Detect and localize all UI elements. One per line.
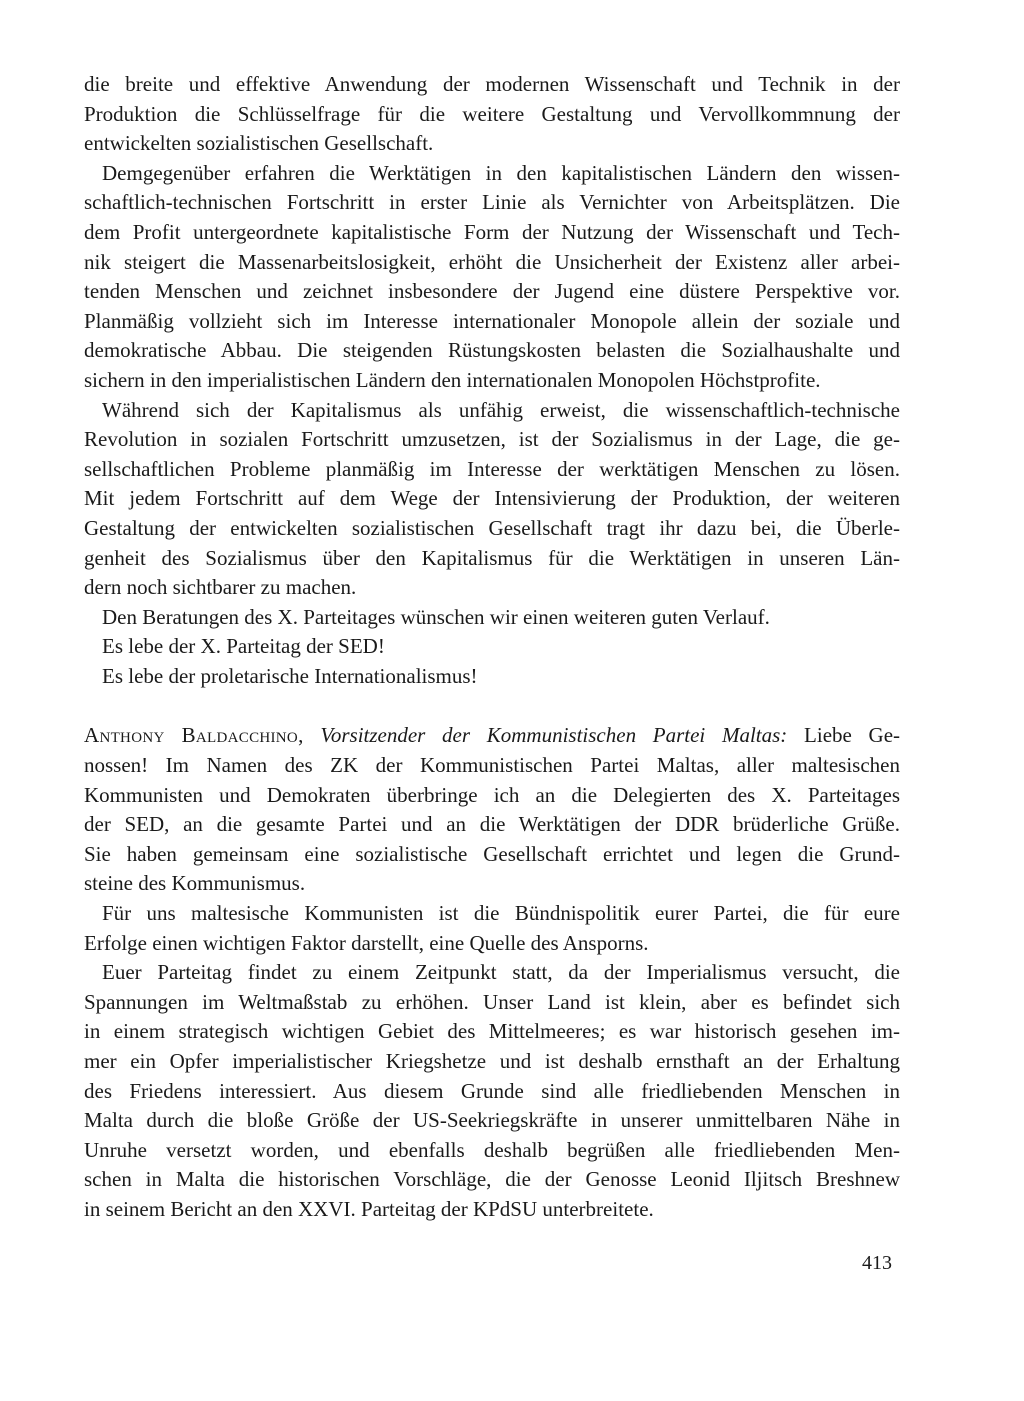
text-line: der SED, an die gesamte Partei und an die Werktätigen der DDR brüderliche Grüße. bbox=[84, 812, 900, 837]
speaker-first-line-rest: Liebe Ge- bbox=[804, 723, 901, 748]
text-line: dem Profit untergeordnete kapitalistische Form der Nutzung der Wissenschaft und Tech- bbox=[84, 219, 900, 244]
text-line: Revolution in sozialen Fortschritt umzusetzen, ist der Sozialismus in der Lage, die ge- bbox=[84, 427, 900, 452]
text-line: Kommunisten und Demokraten überbringe ich an die Delegierten des X. Parteitages bbox=[84, 782, 900, 807]
paragraph bbox=[84, 958, 900, 1224]
text-line: dern noch sichtbarer zu machen. bbox=[84, 575, 357, 600]
text-line: Planmäßig vollzieht sich im Interesse internationaler Monopole allein der soziale und bbox=[84, 308, 900, 333]
paragraph bbox=[84, 396, 900, 603]
text-line: tenden Menschen und zeichnet insbesondere der Jugend eine düstere Perspektive vor. bbox=[84, 279, 900, 304]
text-block-before-speaker bbox=[84, 70, 900, 691]
speaker-paragraph bbox=[84, 721, 900, 899]
text-line: in einem strategisch wichtigen Gebiet des Mittelmeeres; es war historisch gesehen im- bbox=[84, 1019, 900, 1044]
text-line: sichern in den imperialistischen Ländern den internationalen Monopolen Höchstprofite. bbox=[84, 367, 821, 392]
page-number: 413 bbox=[862, 1252, 892, 1274]
text-line: Für uns maltesische Kommunisten ist die Bündnispolitik eurer Partei, die für eure bbox=[102, 901, 900, 926]
text-line: Sie haben gemeinsam eine sozialistische Gesellschaft errichtet und legen die Grund- bbox=[84, 841, 900, 866]
speaker-role: Vorsitzender der Kommunistischen Partei Maltas: bbox=[320, 723, 788, 748]
paragraph bbox=[84, 632, 900, 662]
paragraph bbox=[84, 899, 900, 958]
paragraph bbox=[84, 159, 900, 396]
text-line: schen in Malta die historischen Vorschläge, die der Genosse Leonid Iljitsch Breshnew bbox=[84, 1167, 900, 1192]
speaker-name: Anthony Baldacchino, bbox=[84, 723, 304, 748]
text-line: Unruhe versetzt worden, und ebenfalls deshalb begrüßen alle friedliebenden Men- bbox=[84, 1137, 900, 1162]
text-line: Malta durch die bloße Größe der US-Seekriegskräfte in unserer unmittelbaren Nähe in bbox=[84, 1108, 900, 1133]
text-line: des Friedens interessiert. Aus diesem Grunde sind alle friedliebenden Menschen in bbox=[84, 1078, 900, 1103]
text-line: genheit des Sozialismus über den Kapitalismus für die Werktätigen in unseren Län- bbox=[84, 545, 900, 570]
text-line: schaftlich-technischen Fortschritt in erster Linie als Vernichter von Arbeitsplätzen. Die bbox=[84, 190, 900, 215]
paragraph bbox=[84, 662, 900, 692]
text-line: Gestaltung der entwickelten sozialistischen Gesellschaft tragt ihr dazu bei, die Überle- bbox=[84, 515, 900, 540]
text-line: Produktion die Schlüsselfrage für die weitere Gestaltung und Vervollkommnung der bbox=[84, 101, 900, 126]
document-page bbox=[84, 70, 900, 1225]
text-line: Erfolge einen wichtigen Faktor darstellt, eine Quelle des Ansporns. bbox=[84, 930, 649, 955]
text-line: entwickelten sozialistischen Gesellschaft. bbox=[84, 131, 434, 156]
paragraph bbox=[84, 70, 900, 159]
paragraph-gap bbox=[84, 691, 900, 721]
text-block-after-speaker bbox=[84, 899, 900, 1225]
text-line: Mit jedem Fortschritt auf dem Wege der Intensivierung der Produktion, der weiteren bbox=[84, 486, 900, 511]
text-line: mer ein Opfer imperialistischer Kriegshetze und ist deshalb ernsthaft an der Erhaltung bbox=[84, 1049, 900, 1073]
text-line: Es lebe der proletarische Internationalismus! bbox=[102, 663, 478, 688]
text-line: Euer Parteitag findet zu einem Zeitpunkt statt, da der Imperialismus versucht, die bbox=[102, 960, 900, 985]
speaker-text-lines bbox=[84, 751, 900, 899]
speaker-first-line bbox=[84, 721, 900, 751]
text-line: nossen! Im Namen des ZK der Kommunistischen Partei Maltas, aller maltesischen bbox=[84, 753, 900, 778]
text-line: Spannungen im Weltmaßstab zu erhöhen. Unser Land ist klein, aber es befindet sich bbox=[84, 989, 900, 1014]
text-line: nik steigert die Massenarbeitslosigkeit, erhöht die Unsicherheit der Existenz aller arbei- bbox=[84, 249, 900, 274]
text-line: Während sich der Kapitalismus als unfähig erweist, die wissenschaftlich-technische bbox=[102, 397, 900, 422]
text-line: sellschaftlichen Probleme planmäßig im Interesse der werktätigen Menschen zu lösen. bbox=[84, 456, 900, 481]
text-line: Es lebe der X. Parteitag der SED! bbox=[102, 634, 385, 659]
text-line: Demgegenüber erfahren die Werktätigen in den kapitalistischen Ländern den wissen- bbox=[102, 160, 900, 185]
paragraph bbox=[84, 603, 900, 633]
text-line: steine des Kommunismus. bbox=[84, 871, 306, 896]
text-line: demokratische Abbau. Die steigenden Rüstungskosten belasten die Sozialhaushalte und bbox=[84, 338, 900, 363]
text-line: in seinem Bericht an den XXVI. Parteitag der KPdSU unterbreitete. bbox=[84, 1196, 654, 1221]
text-line: die breite und effektive Anwendung der modernen Wissenschaft und Technik in der bbox=[84, 72, 900, 96]
text-line: Den Beratungen des X. Parteitages wünschen wir einen weiteren guten Verlauf. bbox=[102, 604, 770, 629]
